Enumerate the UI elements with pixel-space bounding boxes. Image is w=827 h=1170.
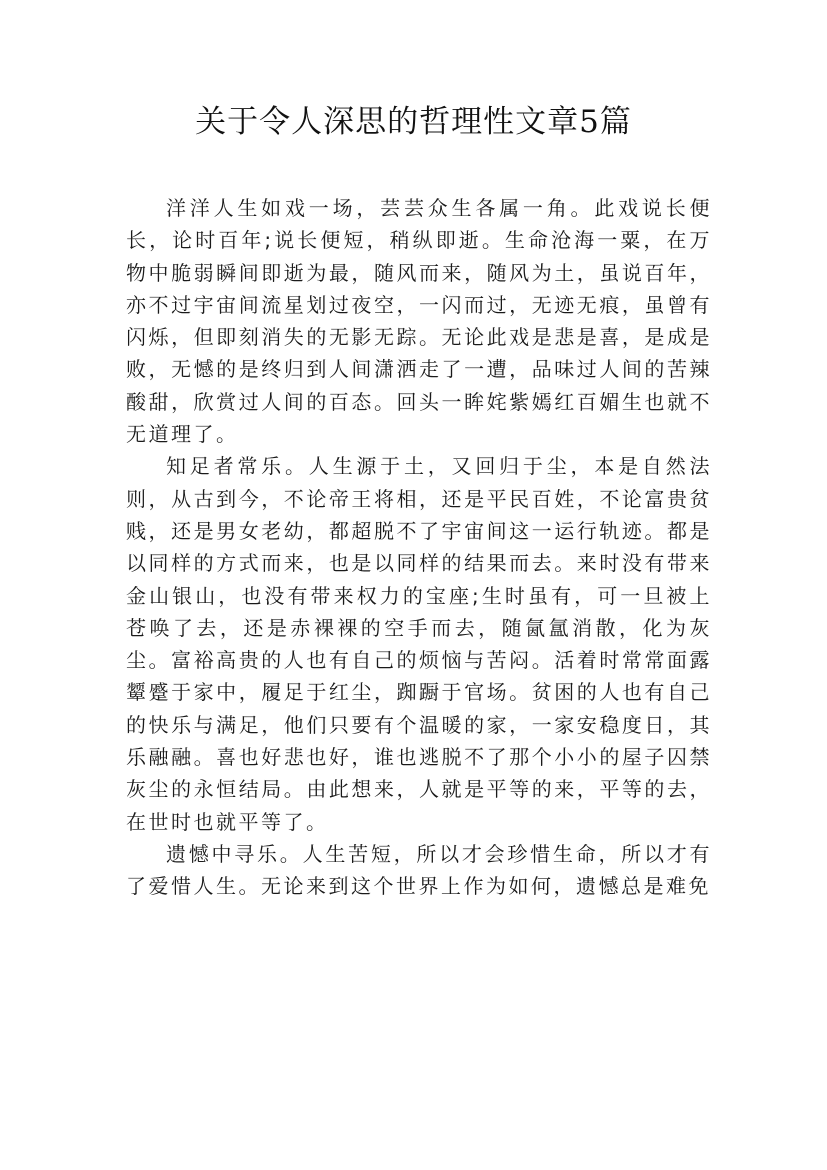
paragraph-2: 知足者常乐。人生源于土，又回归于尘，本是自然法则，从古到今，不论帝王将相，还是平民百姓，不论富贵贫贱，还是男女老幼，都超脱不了宇宙间这一运行轨迹。都是以同样的方式而来，也是以同样的结果而去。来时没有带来金山银山，也没有带来权力的宝座;生时虽有，可一旦被上苍唤了去，还是赤裸裸的空手而去，随氤氲消散，化为灰尘。富裕高贵的人也有自己的烦恼与苦闷。活着时常常面露颦蹙于家中，履足于红尘，踟蹰于官场。贫困的人也有自己的快乐与满足，他们只要有个温暖的家，一家安稳度日，其乐融融。喜也好悲也好，谁也逃脱不了那个小小的屋子囚禁灰尘的永恒结局。由此想来，人就是平等的来，平等的去，在世时也就平等了。 (126, 454, 712, 834)
paragraph-3: 遗憾中寻乐。人生苦短，所以才会珍惜生命，所以才有了爱惜人生。无论来到这个世界上作为如何，遗憾总是难免 (126, 841, 712, 899)
document-title: 关于令人深思的哲理性文章5篇 (195, 104, 632, 140)
document-body (126, 192, 712, 903)
paragraph-1: 洋洋人生如戏一场，芸芸众生各属一角。此戏说长便长，论时百年;说长便短，稍纵即逝。生命沧海一粟，在万物中脆弱瞬间即逝为最，随风而来，随风为土，虽说百年，亦不过宇宙间流星划过夜空，一闪而过，无迹无痕，虽曾有闪烁，但即刻消失的无影无踪。无论此戏是悲是喜，是成是败，无憾的是终归到人间潇洒走了一遭，品味过人间的苦辣酸甜，欣赏过人间的百态。回头一眸姹紫嫣红百媚生也就不无道理了。 (126, 196, 712, 447)
